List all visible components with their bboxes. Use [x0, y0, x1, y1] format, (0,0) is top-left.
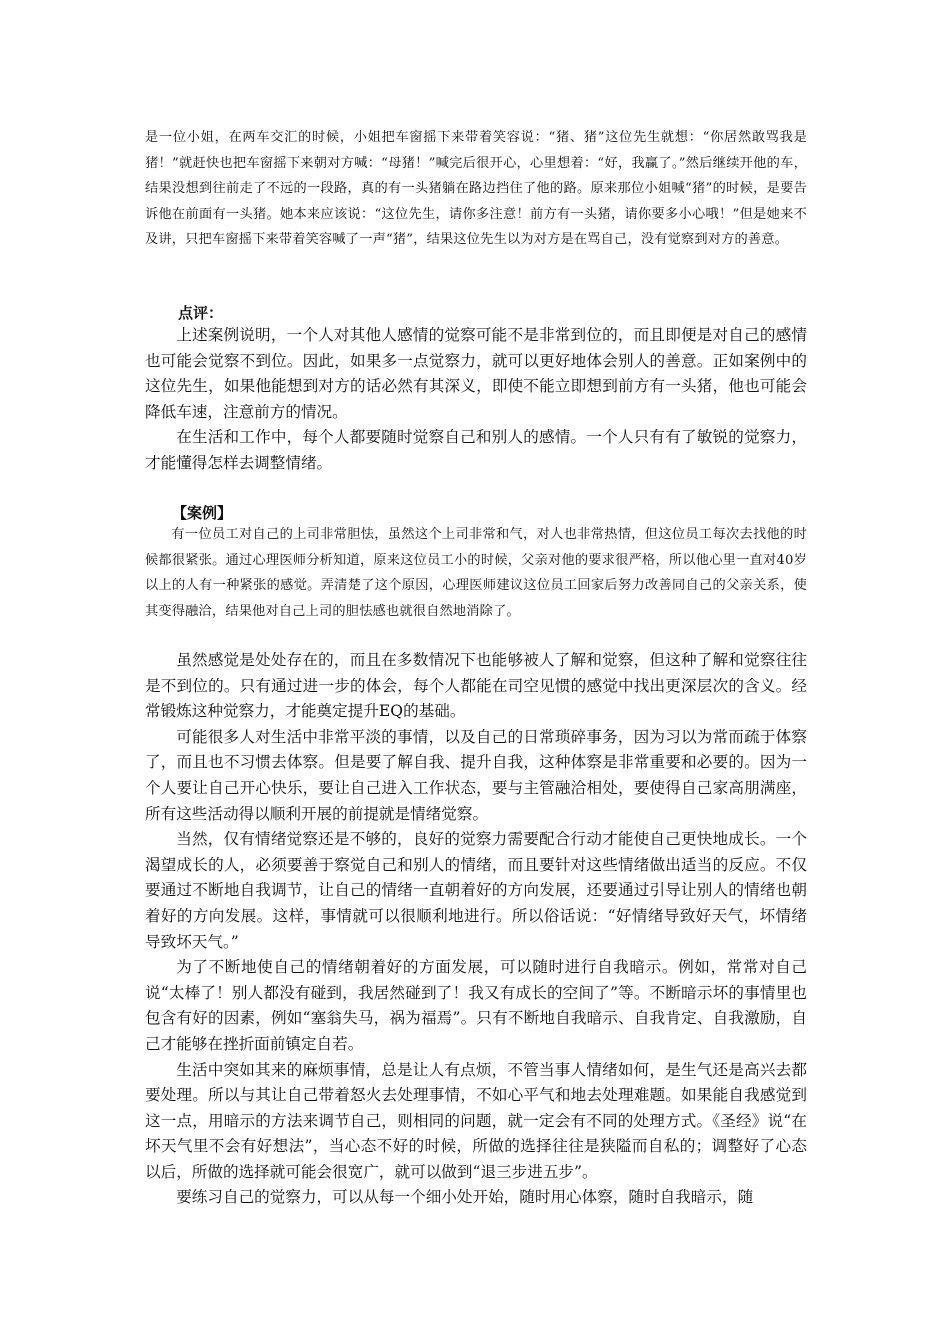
comment-section — [145, 323, 807, 477]
comment-paragraph: 上述案例说明，一个人对其他人感情的觉察可能不是非常到位的，而且即便是对自己的感情也可能会觉察不到位。因此，如果多一点觉察力，就可以更好地体会别人的善意。正如案例中的这位先生，如果他能想到对方的话必然有其深义，即使不能立即想到前方有一头猪，他也可能会降低车速，注意前方的情况。 — [145, 326, 807, 421]
body-section — [145, 648, 807, 1211]
body-paragraph: 虽然感觉是处处存在的，而且在多数情况下也能够被人了解和觉察，但这种了解和觉察往往是不到位的。只有通过进一步的体会，每个人都能在司空见惯的感觉中找出更深层次的含义。经常锻炼这种觉察力，才能奠定提升EQ的基础。 — [145, 651, 807, 721]
body-paragraph: 要练习自己的觉察力，可以从每一个细小处开始，随时用心体察，随时自我暗示，随 — [176, 1188, 754, 1207]
case-heading: 【案例】 — [172, 504, 233, 522]
comment-paragraph: 在生活和工作中，每个人都要随时觉察自己和别人的感情。一个人只有有了敏锐的觉察力，才能懂得怎样去调整情绪。 — [145, 428, 807, 472]
comment-heading: 点评： — [178, 304, 224, 322]
body-paragraph: 当然，仅有情绪觉察还是不够的，良好的觉察力需要配合行动才能使自己更快地成长。一个渴望成长的人，必须要善于察觉自己和别人的情绪，而且要针对这些情绪做出适当的反应。不仅要通过不断地自我调节，让自己的情绪一直朝着好的方向发展，还要通过引导让别人的情绪也朝着好的方向发展。这样，事情就可以很顺利地进行。所以俗话说：“好情绪导致好天气，坏情绪导致坏天气。” — [145, 830, 807, 951]
body-paragraph: 为了不断地使自己的情绪朝着好的方面发展，可以随时进行自我暗示。例如，常常对自己说“太棒了！别人都没有碰到，我居然碰到了！我又有成长的空间了”等。不断暗示坏的事情里也包含有好的因素，例如“塞翁失马，祸为福焉”。只有不断地自我暗示、自我肯定、自我激励，自己才能够在挫折面前镇定自若。 — [145, 958, 807, 1053]
body-paragraph: 可能很多人对生活中非常平淡的事情，以及自己的日常琐碎事务，因为习以为常而疏于体察了，而且也不习惯去体察。但是要了解自我、提升自我，这种体察是非常重要和必要的。因为一个人要让自己开心快乐，要让自己进入工作状态，要与主管融洽相处，要使得自己家高朋满座，所有这些活动得以顺利开展的前提就是情绪觉察。 — [145, 727, 807, 823]
case-paragraph: 有一位员工对自己的上司非常胆怯，虽然这个上司非常和气，对人也非常热情，但这位员工每次去找他的时候都很紧张。通过心理医师分析知道，原来这位员工小的时候，父亲对他的要求很严格，所以他心里一直对40岁以上的人有一种紧张的感觉。弄清楚了这个原因，心理医师建议这位员工回家后努力改善同自己的父亲关系，使其变得融洽，结果他对自己上司的胆怯感也就很自然地消除了。 — [145, 527, 807, 619]
case-section — [145, 522, 807, 624]
story-paragraph: 是一位小姐，在两车交汇的时候，小姐把车窗摇下来带着笑容说：“猪、猪”这位先生就想：“你居然敢骂我是猪！”就赶快也把车窗摇下来朝对方喊：“母猪！”喊完后很开心，心里想着：“好，我赢了。”然后继续开他的车，结果没想到往前走了不远的一段路，真的有一头猪躺在路边挡住了他的路。原来那位小姐喊“猪”的时候，是要告诉他在前面有一头猪。她本来应该说：“这位先生，请你多注意！前方有一头猪，请你要多小心哦！”但是她来不及讲，只把车窗摇下来带着笑容喊了一声“猪”，结果这位先生以为对方是在骂自己，没有觉察到对方的善意。 — [145, 130, 807, 247]
body-paragraph: 生活中突如其来的麻烦事情，总是让人有点烦，不管当事人情绪如何，是生气还是高兴去都要处理。所以与其让自己带着怒火去处理事情，不如心平气和地去处理难题。如果能自我感觉到这一点，用暗示的方法来调节自己，则相同的问题，就一定会有不同的处理方式。《圣经》说“在坏天气里不会有好想法”，当心态不好的时候，所做的选择往往是狭隘而自私的；调整好了心态以后，所做的选择就可能会很宽广，就可以做到“退三步进五步”。 — [145, 1060, 807, 1181]
story-section — [145, 125, 807, 253]
